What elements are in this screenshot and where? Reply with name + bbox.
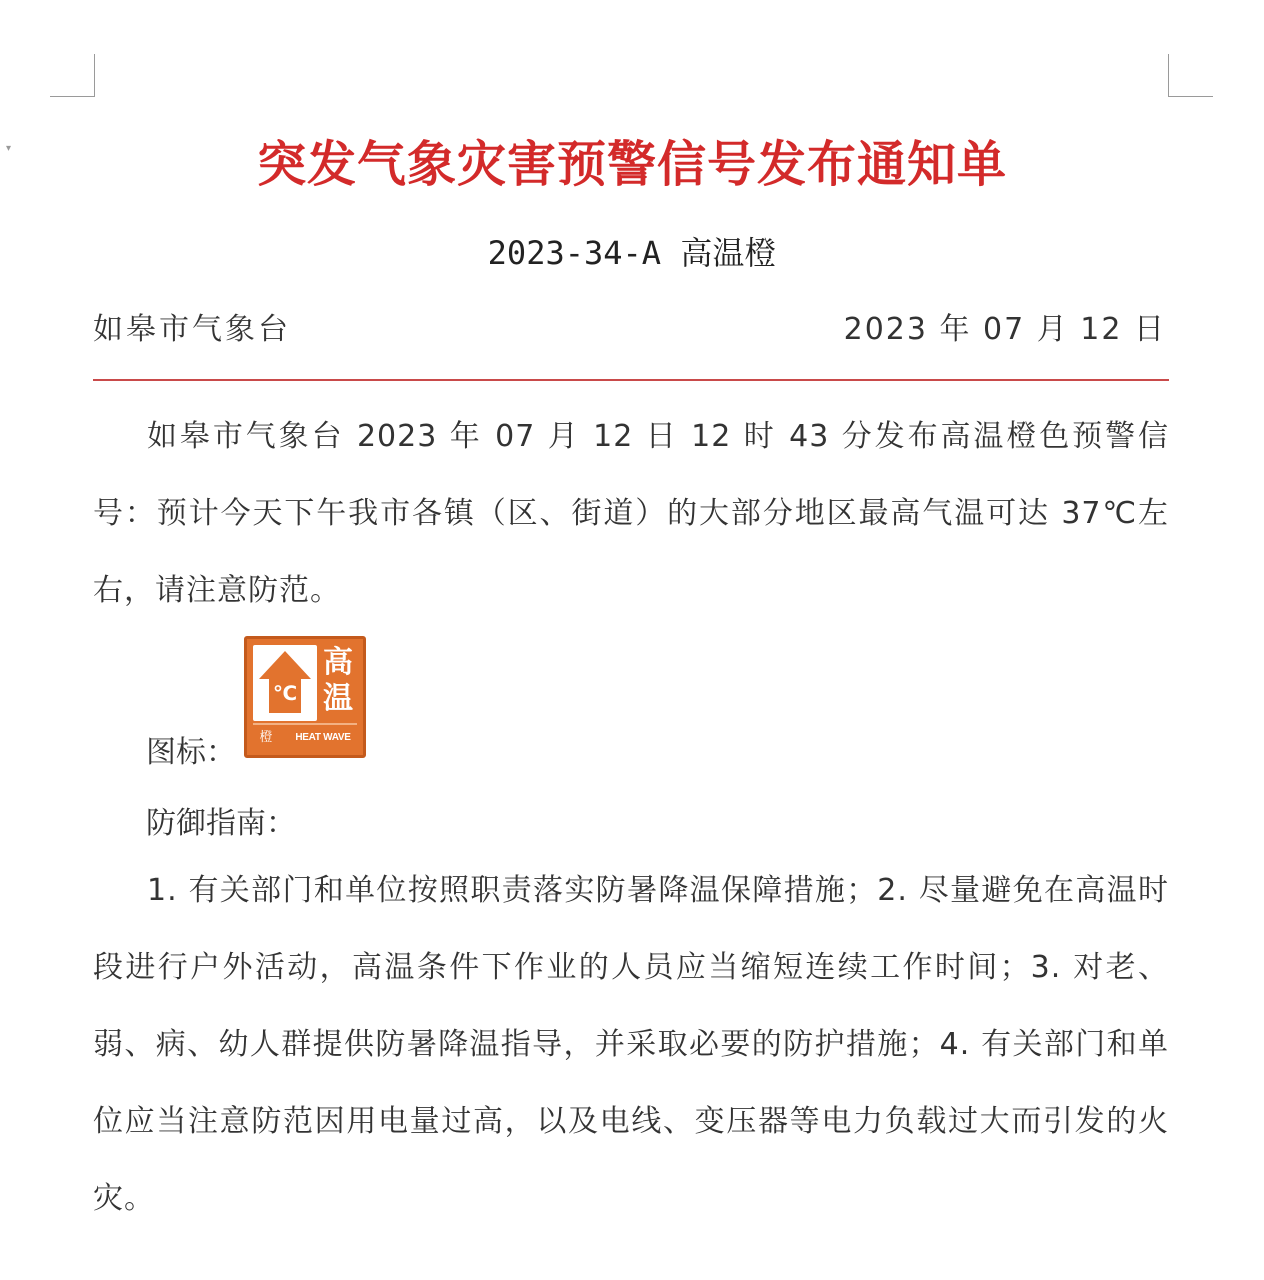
warning-level-text: 橙: [259, 730, 273, 745]
guide-label: 防御指南：: [146, 806, 296, 841]
guide-paragraph: 1. 有关部门和单位按照职责落实防暑降温保障措施；2. 尽量避免在高温时段进行户外活动，高温条件下作业的人员应当缩短连续工作时间；3. 对老、弱、病、幼人群提供防暑降温指导，并采取必要的防护措施；4. 有关部门和单位应当注意防范因用电量过高，以及电线、变压器等电力负载过大而引发的火灾。: [93, 873, 1169, 1216]
warning-icon-divider: [253, 723, 357, 725]
crop-mark-top-right: [1168, 54, 1213, 97]
header-divider: [93, 379, 1169, 381]
issue-date: 2023 年 07 月 12 日: [843, 312, 1166, 347]
announcement-paragraph: 如皋市气象台 2023 年 07 月 12 日 12 时 43 分发布高温橙色预警信号：预计今天下午我市各镇（区、街道）的大部分地区最高气温可达 37℃左右，请注意防范。: [93, 419, 1169, 608]
heat-wave-warning-icon: [244, 636, 366, 758]
document-number: 2023-34-A 高温橙: [487, 234, 777, 272]
issuer: 如皋市气象台: [93, 312, 291, 347]
warning-english-text: HEAT WAVE: [295, 732, 351, 743]
icon-label: 图标：: [146, 735, 236, 770]
warning-symbol-panel: [253, 645, 317, 721]
celsius-unit: ℃: [272, 681, 298, 705]
crop-mark-top-left: [50, 54, 95, 97]
warning-main-text: 高温: [323, 645, 353, 716]
margin-marker-icon: ▾: [6, 143, 12, 154]
document-title: 突发气象灾害预警信号发布通知单: [256, 135, 1007, 193]
